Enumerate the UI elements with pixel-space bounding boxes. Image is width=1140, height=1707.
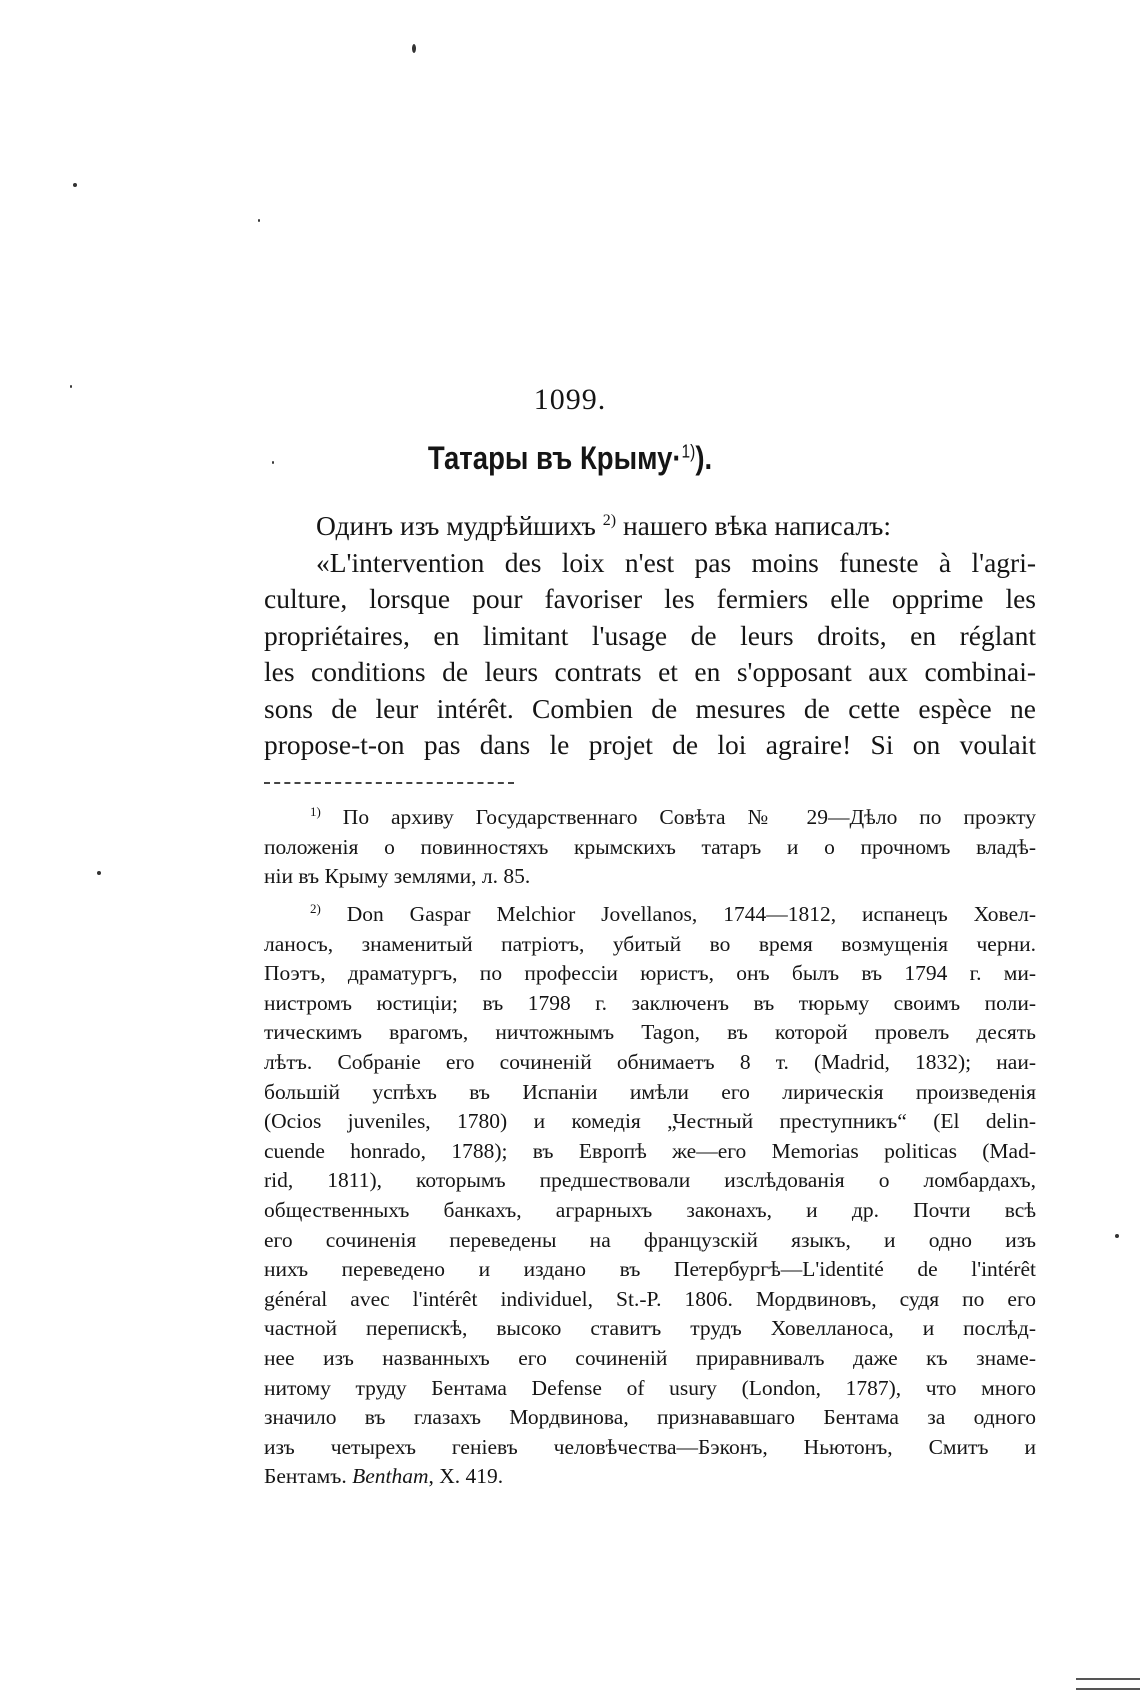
footnote-citation: Bentham [352,1464,429,1489]
body-line: «L'intervention des loix n'est pas moins funeste à l'agri- [316,546,1036,578]
footnote-1-line: положенія о повинностяхъ крымскихъ татаръ и о прочномъ владѣ- [264,834,1036,859]
footnote-2-line: rid, 1811), которымъ предшествовали изслѣдованія о ломбардахъ, [264,1168,1036,1193]
body-line-text: нашего вѣка написалъ: [616,510,891,542]
scan-speck [258,219,260,222]
footnote-2-line: général avec l'intérêt individuel, St.-P. 1806. Мордвиновъ, судя по его [264,1286,1036,1311]
footnote-2-line: тическимъ врагомъ, ничтожнымъ Tagon, въ которой провелъ десять [264,1020,1036,1045]
body-line: les conditions de leurs contrats et en s'opposant aux combinai- [264,656,1036,688]
footnote-2-line: cuende honrado, 1788); въ Европѣ же—его Memorias politicas (Mad- [264,1138,1036,1163]
footnote-2-line: ланосъ, знаменитый патріотъ, убитый во время возмущенія черни. [264,931,1036,956]
footnote-2-line: его сочиненія переведены на французскій языкъ, и одно изъ [264,1227,1036,1252]
footnote-text: Don Gaspar Melchior Jovellanos, 1744—1812, испанецъ Ховел- [346,902,1037,927]
footnote-2-line: нитому труду Бентама Defense of usury (London, 1787), что много [264,1375,1036,1400]
footnote-2-last-line [264,1462,1036,1492]
footnote-2-line: значило въ глазахъ Мордвинова, признававшаго Бентама за одного [264,1405,1036,1430]
footnote-1-marker: 1) [310,804,321,819]
body-line [264,503,1036,545]
scan-speck [1115,1234,1119,1238]
footnote-2-line: нихъ переведено и издано въ Петербургѣ—L'identité de l'intérêt [264,1257,1036,1282]
footnote-2-line: большій успѣхъ въ Испаніи имѣли его лирическія произведенія [264,1079,1036,1104]
scan-speck [97,871,101,875]
scan-speck [412,44,416,53]
footnote-2-marker: 2) [310,900,321,916]
footnote-2-line: Поэтъ, драматургъ, по профессіи юристъ, онъ былъ въ 1794 г. ми- [264,961,1036,986]
footnote-text: , X. 419. [428,1464,504,1489]
footnote-1-line: ніи въ Крыму землями, л. 85. [264,864,531,889]
footnote-1-line [264,797,1036,833]
footnote-2-line [264,894,1036,930]
scan-speck [73,183,77,187]
body-line: propriétaires, en limitant l'usage de leurs droits, en réglant [264,619,1036,651]
footnote-text: По архиву Государственнаго Совѣта № 29—Дѣло по проэкту [342,805,1037,830]
footnote-2-line: (Ocios juveniles, 1780) и комедія „Честный преступникъ“ (El delin- [264,1109,1036,1134]
document-number: 1099. [533,383,607,416]
footnote-ref-2: 2) [602,512,617,529]
footnote-2-line: общественныхъ банкахъ, аграрныхъ законахъ, и др. Почти всѣ [264,1198,1036,1223]
body-line: sons de leur intérêt. Combien de mesures de cette espèce ne [264,692,1036,724]
footnote-text: Бентамъ. [264,1464,353,1489]
document-title: Татары въ Крыму·$^{1)}$). [427,440,713,476]
footnote-2-line: изъ четырехъ геніевъ человѣчества—Бэконъ, Ньютонъ, Смитъ и [264,1434,1036,1459]
footnote-separator [264,782,514,785]
body-line: propose-t-on pas dans le projet de loi agraire! Si on voulait [264,729,1036,761]
body-line: culture, lorsque pour favoriser les fermiers elle opprime les [264,583,1036,615]
scan-edge-mark [1076,1678,1140,1690]
footnote-2-line: частной перепискѣ, высоко ставитъ трудъ Ховелланоса, и послѣд- [264,1316,1036,1341]
footnote-2-line: нее изъ названныхъ его сочиненій приравнивалъ даже къ знаме- [264,1346,1036,1370]
footnotes [264,797,1036,1492]
body-line-text: Одинъ изъ мудрѣйшихъ [316,510,603,542]
footnote-2-line: нистромъ юстиціи; въ 1798 г. заключенъ въ тюрьму своимъ поли- [264,990,1036,1015]
title-footnote-ref: 1) [681,441,696,462]
footnote-2-line: лѣтъ. Собраніе его сочиненій обнимаетъ 8 т. (Madrid, 1832); наи- [264,1050,1036,1075]
body-text [264,503,1036,764]
title-text: Татары въ Крыму· [427,440,682,476]
